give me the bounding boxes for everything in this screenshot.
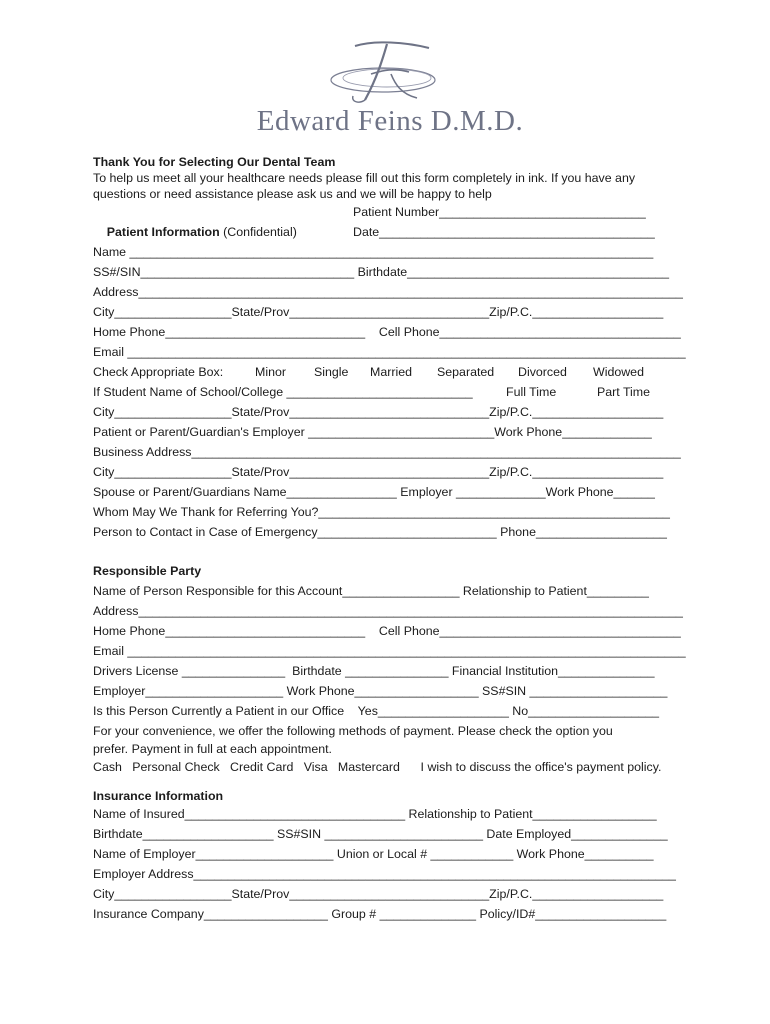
status-checkbox-row	[93, 362, 678, 382]
emergency-contact-field[interactable]: Person to Contact in Case of Emergency__________________________ Phone___________________	[93, 525, 667, 539]
business-address-field[interactable]: Business Address_______________________________________________________________________	[93, 445, 681, 459]
student-row	[93, 382, 678, 402]
option-married[interactable]: Married	[370, 365, 412, 379]
patient-number-field[interactable]: Patient Number______________________________	[353, 205, 646, 219]
option-part-time[interactable]: Part Time	[597, 385, 651, 399]
name-field[interactable]: Name ____________________________________________________________________________	[93, 245, 654, 259]
phone-fields[interactable]: Home Phone_____________________________ Cell Phone___________________________________	[93, 325, 681, 339]
option-minor[interactable]: Minor	[255, 365, 286, 379]
option-widowed[interactable]: Widowed	[593, 365, 644, 379]
status-label: Check Appropriate Box:	[93, 365, 224, 379]
date-row	[93, 222, 678, 242]
responsible-employer-field[interactable]: Employer____________________ Work Phone__________________ SS#SIN ____________________	[93, 684, 668, 698]
address-field[interactable]: Address_______________________________________________________________________________	[93, 285, 683, 299]
responsible-email-field[interactable]: Email _________________________________________________________________________________	[93, 644, 686, 658]
insured-name-field[interactable]: Name of Insured________________________________ Relationship to Patient__________________	[93, 807, 657, 821]
option-divorced[interactable]: Divorced	[518, 365, 567, 379]
patient-info-note: (Confidential)	[219, 225, 297, 239]
payment-methods[interactable]: Cash Personal Check Credit Card Visa Mastercard I wish to discuss the office's payment policy.	[93, 760, 662, 774]
insured-employer-field[interactable]: Name of Employer____________________ Union or Local # ____________ Work Phone__________	[93, 847, 654, 861]
intro-text-line-2: questions or need assistance please ask us and we will be happy to help	[93, 187, 492, 201]
drivers-license-field[interactable]: Drivers License _______________ Birthdate _______________ Financial Institution______________	[93, 664, 655, 678]
city-state-zip-field[interactable]: City_________________State/Prov_____________________________Zip/P.C.___________________	[93, 305, 664, 319]
spouse-field[interactable]: Spouse or Parent/Guardians Name________________ Employer _____________Work Phone______	[93, 485, 655, 499]
business-city-field[interactable]: City_________________State/Prov_____________________________Zip/P.C.___________________	[93, 465, 664, 479]
payment-text-line-1: For your convenience, we offer the following methods of payment. Please check the option you	[93, 724, 613, 738]
insurance-heading: Insurance Information	[93, 789, 224, 803]
employer-field[interactable]: Patient or Parent/Guardian's Employer ___________________________Work Phone_____________	[93, 425, 652, 439]
monogram-icon	[325, 38, 445, 110]
ss-birthdate-field[interactable]: SS#/SIN_______________________________ Birthdate______________________________________	[93, 265, 670, 279]
email-field[interactable]: Email _________________________________________________________________________________	[93, 345, 686, 359]
referral-field[interactable]: Whom May We Thank for Referring You?___________________________________________________	[93, 505, 670, 519]
current-patient-field[interactable]: Is this Person Currently a Patient in our Office Yes___________________ No___________________	[93, 704, 660, 718]
practice-name: Edward Feins D.M.D.	[256, 105, 524, 137]
option-full-time[interactable]: Full Time	[506, 385, 557, 399]
school-field[interactable]: If Student Name of School/College ___________________________	[93, 385, 473, 399]
patient-registration-form	[93, 154, 686, 924]
insured-employer-address-field[interactable]: Employer Address______________________________________________________________________	[93, 867, 676, 881]
responsible-address-field[interactable]: Address_______________________________________________________________________________	[93, 604, 683, 618]
responsible-phone-fields[interactable]: Home Phone_____________________________ Cell Phone___________________________________	[93, 624, 681, 638]
date-field[interactable]: Date________________________________________	[353, 225, 655, 239]
school-city-field[interactable]: City_________________State/Prov_____________________________Zip/P.C.___________________	[93, 405, 664, 419]
insurance-company-field[interactable]: Insurance Company__________________ Group # ______________ Policy/ID#___________________	[93, 907, 667, 921]
option-separated[interactable]: Separated	[437, 365, 495, 379]
insured-birthdate-field[interactable]: Birthdate___________________ SS#SIN _______________________ Date Employed______________	[93, 827, 668, 841]
intro-heading: Thank You for Selecting Our Dental Team	[93, 155, 336, 169]
insured-city-field[interactable]: City_________________State/Prov_____________________________Zip/P.C.___________________	[93, 887, 664, 901]
payment-text-line-2: prefer. Payment in full at each appointment.	[93, 742, 333, 756]
responsible-name-field[interactable]: Name of Person Responsible for this Account_________________ Relationship to Patient_________	[93, 584, 649, 598]
option-single[interactable]: Single	[314, 365, 349, 379]
patient-info-heading: Patient Information	[106, 225, 220, 239]
intro-text-line-1: To help us meet all your healthcare needs please fill out this form completely in ink. If you have any	[93, 171, 636, 185]
responsible-party-heading: Responsible Party	[93, 564, 202, 578]
